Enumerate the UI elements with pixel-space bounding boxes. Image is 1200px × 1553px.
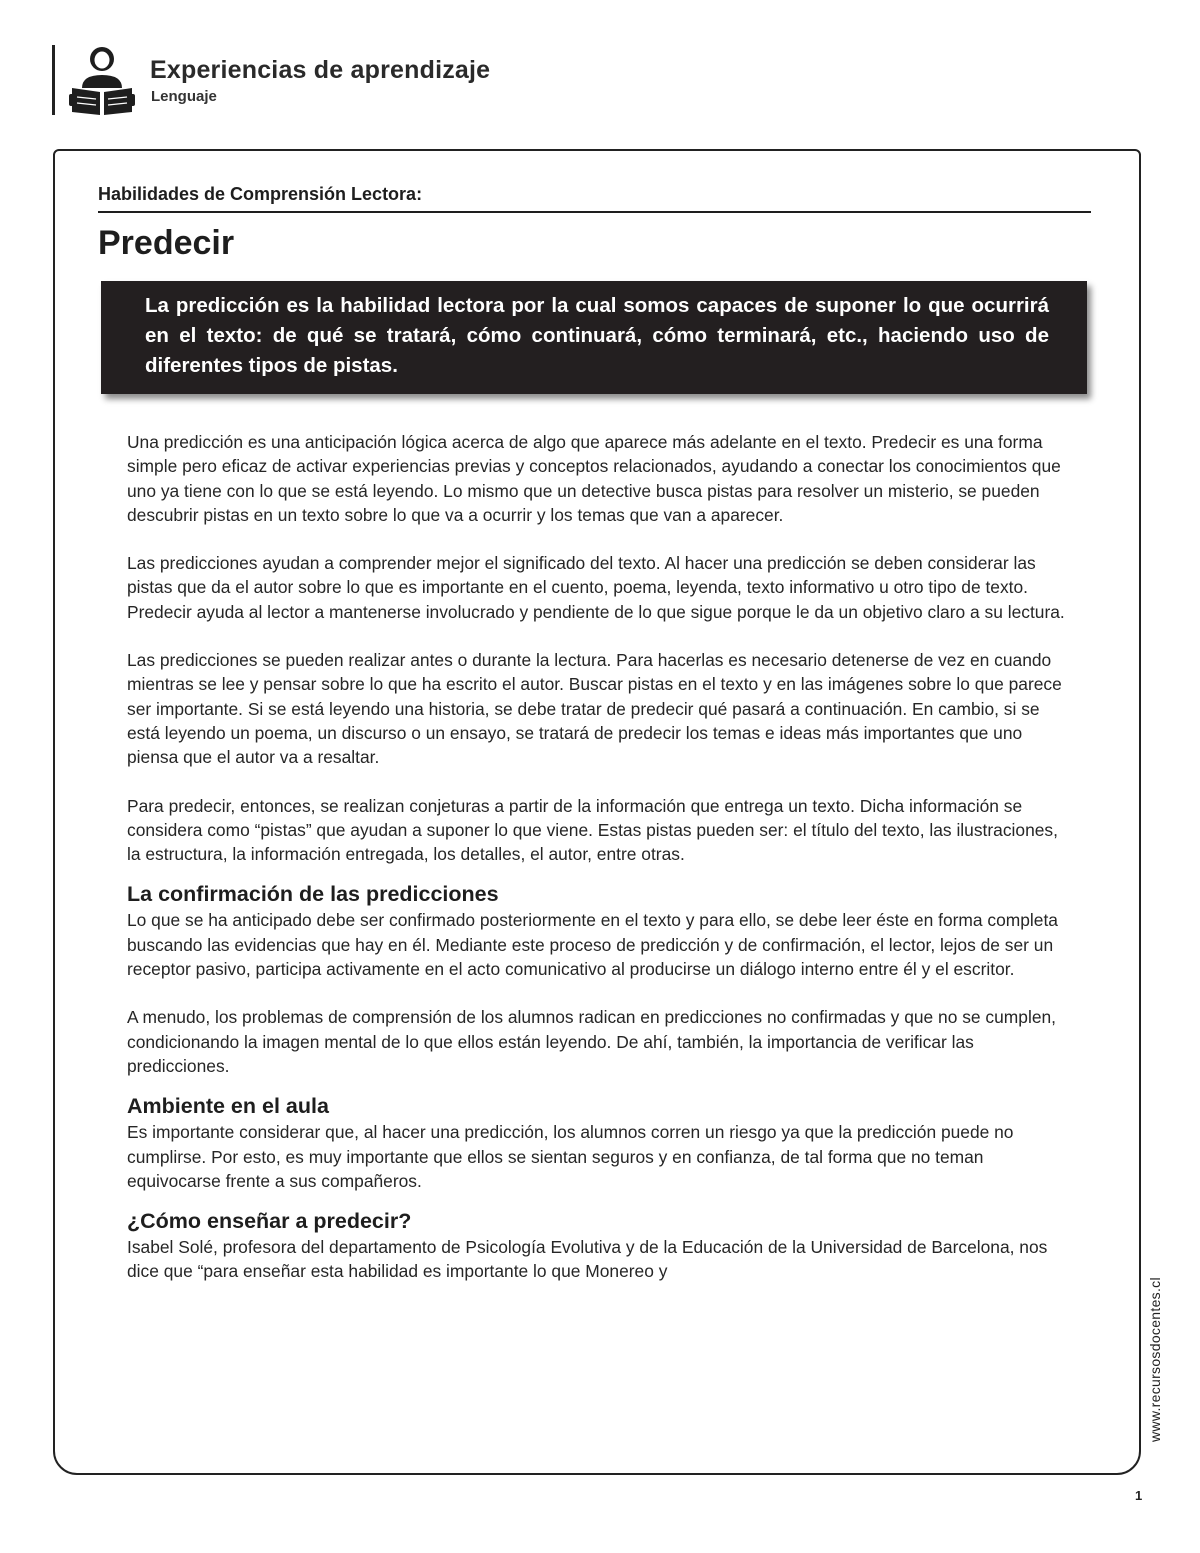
section-label: Habilidades de Comprensión Lectora: — [98, 184, 423, 204]
page-title: Predecir — [98, 224, 235, 262]
classroom-heading: Ambiente en el aula — [127, 1094, 329, 1119]
body-paragraph: Las predicciones ayudan a comprender mejor el significado del texto. Al hacer una predicción se deben considerar las pistas que da el autor sobre lo que es importante en el cuento, poema, leyenda, texto informativo u otro tipo de texto. Predecir ayuda al lector a mantenerse involucrado y pendiente de lo que sigue porque le da un objetivo claro a su lectura. — [127, 553, 1065, 622]
confirmation-paragraph: Lo que se ha anticipado debe ser confirmado posteriormente en el texto y para ello, se debe leer éste en forma completa buscando las evidencias que hay en él. Mediante este proceso de predicción y de confirmación, el lector, lejos de ser un receptor pasivo, participa activamente en el acto comunicativo al producirse un diálogo interno entre él y el escritor. — [127, 910, 1058, 980]
teaching-paragraph: Isabel Solé, profesora del departamento de Psicología Evolutiva y de la Educación de la Universidad de Barcelona, nos dice que “para enseñar esta habilidad es importante lo que Monereo y — [127, 1237, 1048, 1282]
body-content — [127, 430, 1072, 1308]
reading-person-icon — [68, 42, 136, 116]
teaching-heading: ¿Cómo enseñar a predecir? — [127, 1209, 412, 1234]
body-paragraph: Las predicciones se pueden realizar antes o durante la lectura. Para hacerlas es necesario detenerse de vez en cuando mientras se lee y pensar sobre lo que ha escrito el autor. Buscar pistas en el texto y en las imágenes sobre lo que parece ser importante. Si se está leyendo una historia, se debe tratar de predecir qué pasará a continuación. En cambio, si se está leyendo un poema, un discurso o un ensayo, se tratará de predecir los temas e ideas más importantes que uno piensa que el autor va a resaltar. — [127, 650, 1062, 768]
section-divider — [98, 211, 1091, 213]
confirmation-heading: La confirmación de las predicciones — [127, 882, 499, 907]
body-paragraph: Para predecir, entonces, se realizan conjeturas a partir de la información que entrega un texto. Dicha información se considera como “pistas” que ayudan a suponer lo que viene. Estas pistas pueden ser: el título del texto, las ilustraciones, la estructura, la información entregada, los detalles, el autor, entre otras. — [127, 795, 1058, 865]
definition-box — [101, 281, 1087, 394]
definition-text: La predicción es la habilidad lectora por la cual somos capaces de suponer lo que ocurrirá en el texto: de qué se tratará, cómo continuará, cómo terminará, etc., haciendo uso de diferentes tipos de pistas. — [145, 294, 1049, 377]
header-subtitle: Lenguaje — [151, 88, 217, 105]
page-number: 1 — [1135, 1488, 1143, 1503]
header-title: Experiencias de aprendizaje — [150, 56, 491, 84]
body-paragraph: Una predicción es una anticipación lógica acerca de algo que aparece más adelante en el texto. Predecir es una forma simple pero eficaz de activar experiencias previas y conceptos relacionados, ayudando a conectar los conocimientos que uno ya tiene con lo que se está leyendo. Lo mismo que un detective busca pistas para resolver un misterio, se pueden descubrir pistas en un texto sobre lo que va a ocurrir y los temas que van a aparecer. — [127, 432, 1061, 525]
header-accent-bar — [52, 45, 55, 115]
confirmation-paragraph: A menudo, los problemas de comprensión de los alumnos radican en predicciones no confirmadas y que no se cumplen, condicionando la imagen mental de lo que ellos están leyendo. De ahí, también, la importancia de verificar las predicciones. — [127, 1007, 1056, 1076]
classroom-paragraph: Es importante considerar que, al hacer una predicción, los alumnos corren un riesgo ya que la predicción puede no cumplirse. Por esto, es muy importante que ellos se sientan seguros y en confianza, de tal forma que no teman equivocarse frente a sus compañeros. — [127, 1122, 1014, 1191]
website-url: www.recursosdocentes.cl — [1147, 1277, 1163, 1442]
